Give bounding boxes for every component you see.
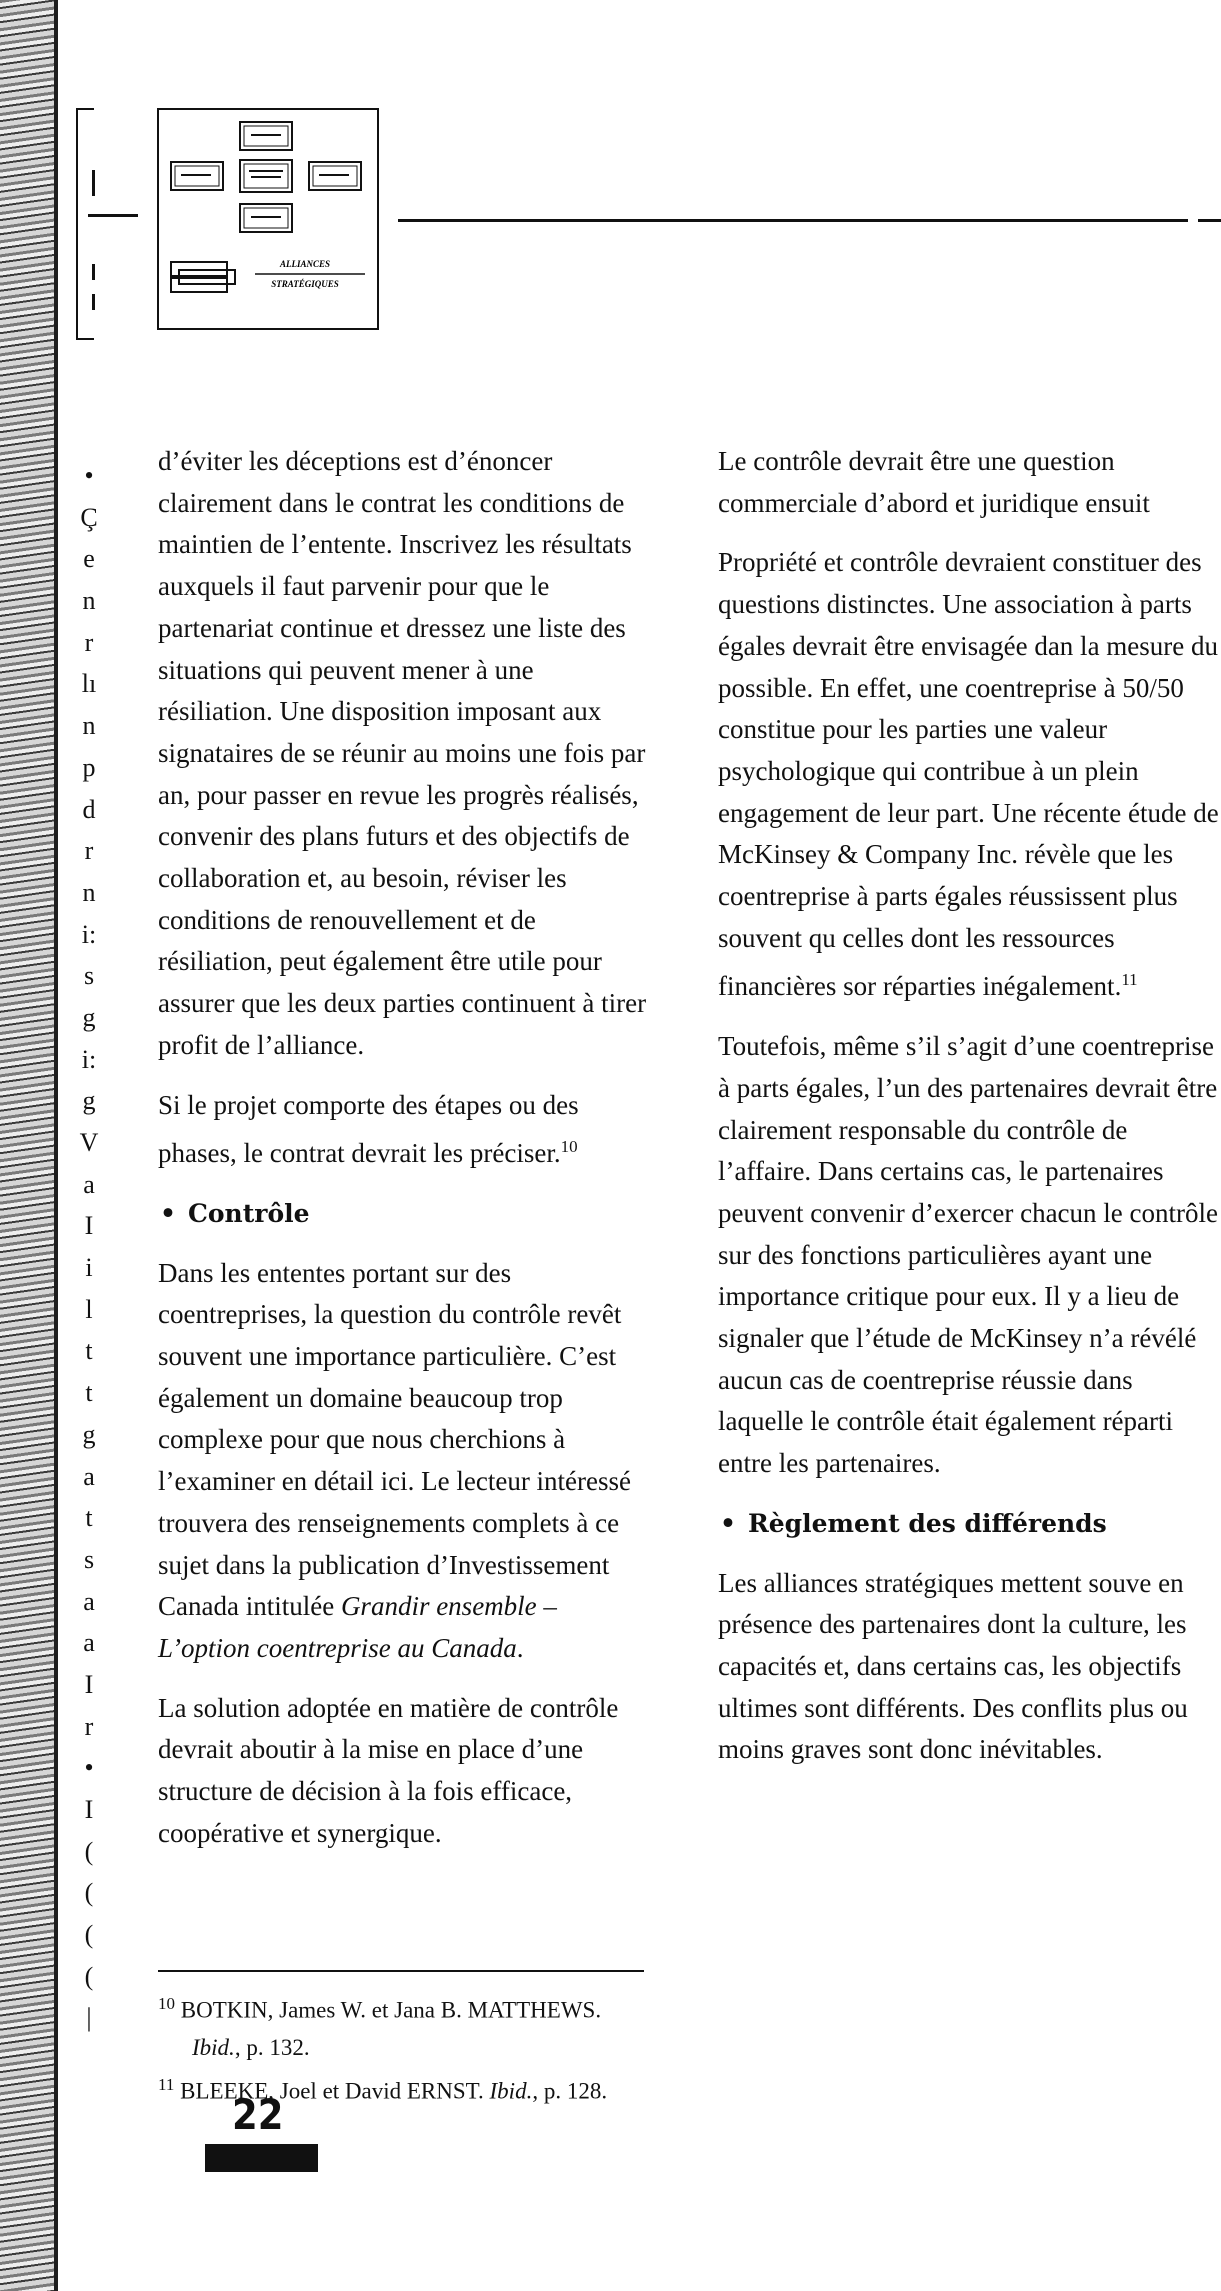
cut-off-glyph: a bbox=[83, 1586, 95, 1616]
paragraph bbox=[158, 1253, 648, 1670]
paragraph-text: Toutefois, même s’il s’agit d’une coentreprise à parts égales, l’un des partenaires devrait être clairement responsable du contrôle de l’affaire. Dans certains cas, le partenaires peuvent convenir d’exercer chacun le contrôle sur des fonctions particulières ayant une importance critique pour eux. Il y a lieu de signaler que l’étude de McKinsey n’a révélé aucun cas de coentreprise réussie dans laquelle le contrôle était également réparti entre les partenaires. bbox=[718, 1031, 1218, 1479]
cut-off-glyph: l bbox=[85, 1294, 93, 1324]
footnote-ref: 11 bbox=[1121, 970, 1138, 990]
cut-off-glyph: a bbox=[83, 1461, 95, 1491]
logo-text-line1: ALLIANCES bbox=[279, 259, 331, 269]
cut-off-glyph: ( bbox=[84, 1878, 94, 1908]
footnote-number: 10 bbox=[158, 1994, 175, 2013]
header-connector bbox=[88, 214, 138, 217]
paragraph-line: commerciale d’abord et juridique ensuit bbox=[718, 487, 1150, 518]
paragraph-line: Le contrôle devrait être une question bbox=[718, 446, 1115, 476]
footnote-number: 11 bbox=[158, 2074, 175, 2094]
cut-off-glyph: a bbox=[83, 1628, 95, 1658]
paragraph bbox=[718, 1026, 1221, 1485]
cut-off-glyph: I bbox=[84, 1669, 94, 1699]
cut-off-glyph: s bbox=[83, 1544, 95, 1574]
cut-off-glyph: n bbox=[82, 877, 96, 907]
bullet: • bbox=[160, 1198, 176, 1228]
chapter-logo bbox=[157, 108, 379, 330]
footnote-rule bbox=[158, 1970, 644, 1972]
binding-shadow bbox=[54, 0, 58, 2291]
section-heading-reglement bbox=[718, 1503, 1221, 1545]
cut-off-glyph: i bbox=[85, 1253, 93, 1283]
cut-off-glyph: t bbox=[85, 1503, 93, 1533]
publication-title: Grandir ensemble – L’option coentreprise au Canada bbox=[158, 1591, 557, 1663]
footnote bbox=[158, 1985, 658, 2029]
footnote-text: BLEEKE, Joel et David ERNST. bbox=[180, 2078, 484, 2104]
header-tick bbox=[92, 264, 95, 280]
heading-text: Contrôle bbox=[187, 1198, 310, 1228]
footnote-ref: 10 bbox=[560, 1137, 578, 1157]
page-number: 22 bbox=[232, 2090, 284, 2139]
footnote-page: , p. 132. bbox=[234, 2034, 310, 2060]
paragraph-text: d’éviter les déceptions est d’énoncer clairement dans le contrat les conditions de maintien de l’entente. Inscrivez les résultats auxquels il faut parvenir pour que le partenariat continue et dressez une liste des situations qui peuvent mener à une résiliation. Une disposition imposant aux signataires de se réunir au moins une fois par an, pour passer en revue les progrès réalisés, convenir des plans futurs et des objectifs de collaboration et, au besoin, réviser les conditions de renouvellement et de résiliation, peut également être utile pour assurer que les deux parties continuent à tirer profit de l’alliance. bbox=[158, 446, 647, 1060]
header-tick bbox=[92, 294, 95, 310]
cut-off-glyph: g bbox=[82, 1419, 96, 1449]
org-chart-icon bbox=[159, 110, 377, 328]
right-column bbox=[718, 441, 1221, 1789]
paragraph bbox=[158, 441, 648, 1067]
cut-off-glyph: e bbox=[83, 544, 95, 574]
heading-text: Règlement des différends bbox=[747, 1508, 1107, 1538]
footnote-continuation bbox=[158, 2029, 658, 2066]
cut-off-glyph: • bbox=[84, 1753, 94, 1783]
paragraph-end: . bbox=[516, 1632, 524, 1663]
cut-off-glyph: ( bbox=[84, 1836, 94, 1866]
cut-off-glyph: t bbox=[85, 1336, 93, 1366]
cut-off-text-column bbox=[74, 455, 104, 2039]
left-column bbox=[158, 441, 648, 1873]
cut-off-glyph: ( bbox=[84, 1920, 94, 1950]
paragraph bbox=[158, 1085, 648, 1175]
cut-off-glyph: I bbox=[84, 1211, 94, 1241]
cut-off-glyph: t bbox=[85, 1378, 93, 1408]
cut-off-glyph: • bbox=[84, 461, 94, 490]
cut-off-glyph: p bbox=[82, 752, 96, 782]
paragraph bbox=[158, 1688, 648, 1855]
cut-off-glyph: r bbox=[84, 627, 94, 657]
paragraph-text: Propriété et contrôle devraient constituer des questions distinctes. Une association à parts égales devrait être envisagée dan la mesure du possible. En effet, une coentreprise à 50/50 constitue pour les parties une valeur psychologique qui contribue à un plein engagement de leur part. Une récente étude de McKinsey & Company Inc. révèle que les coentreprise à parts égales réussissent plus souvent qu celles dont les ressources financières sor réparties inégalement. bbox=[718, 547, 1219, 1002]
section-heading-controle bbox=[158, 1193, 648, 1235]
paragraph-text: Dans les ententes portant sur des coentreprises, la question du contrôle revêt souvent une importance particulière. C’est également un domaine beaucoup trop complexe pour que nous cherchions à l’examiner en détail ici. Le lecteur intéressé trouvera des renseignements complets à ce sujet dans la publication d’Investissement Canada intitulée bbox=[158, 1257, 632, 1622]
footnote-page: , p. 128. bbox=[532, 2078, 608, 2104]
cut-off-glyph: lı bbox=[81, 669, 97, 699]
page-number-bar bbox=[205, 2144, 318, 2172]
header-rule bbox=[398, 219, 1188, 222]
cut-off-glyph: I bbox=[84, 1795, 94, 1824]
paragraph-text: Si le projet comporte des étapes ou des phases, le contrat devrait les préciser. bbox=[158, 1089, 579, 1169]
logo-text-line2: STRATÉGIQUES bbox=[271, 279, 339, 289]
cut-off-glyph: d bbox=[82, 794, 96, 824]
footnote-text: BOTKIN, James W. et Jana B. MATTHEWS. bbox=[180, 1997, 602, 2023]
binding-edge bbox=[0, 0, 58, 2291]
header-rule-end bbox=[1198, 219, 1221, 222]
cut-off-glyph: Ç bbox=[80, 502, 98, 532]
header-tick bbox=[92, 170, 95, 196]
cut-off-glyph: n bbox=[82, 586, 96, 616]
cut-off-glyph: ( bbox=[84, 1961, 94, 1991]
cut-off-glyph: a bbox=[83, 1169, 95, 1199]
paragraph-text: Les alliances stratégiques mettent souve en présence des partenaires dont la culture, les capacités et, dans certains cas, les objectifs ultimes sont différents. Des conflits plus ou moins graves sont donc inévitables. bbox=[718, 1567, 1188, 1765]
cut-off-glyph: g bbox=[82, 1086, 96, 1116]
cut-off-glyph: s bbox=[83, 961, 95, 991]
paragraph-text: La solution adoptée en matière de contrôle devrait aboutir à la mise en place d’une structure de décision à la fois efficace, coopérative et synergique. bbox=[158, 1692, 619, 1848]
footnote-ibid: Ibid. bbox=[489, 2078, 533, 2104]
paragraph bbox=[718, 441, 1221, 524]
cut-off-glyph: g bbox=[82, 1002, 96, 1032]
cut-off-glyph: V bbox=[79, 1128, 99, 1157]
cut-off-glyph: r bbox=[84, 1711, 94, 1741]
cut-off-glyph: i: bbox=[81, 919, 97, 949]
paragraph bbox=[718, 1563, 1221, 1772]
footnote-ibid: Ibid. bbox=[192, 2034, 235, 2060]
cut-off-glyph: i: bbox=[81, 1044, 97, 1074]
cut-off-glyph: n bbox=[82, 711, 96, 741]
cut-off-glyph: | bbox=[86, 2003, 92, 2033]
cut-off-glyph: r bbox=[84, 836, 94, 866]
paragraph bbox=[718, 542, 1221, 1008]
bullet: • bbox=[720, 1508, 736, 1538]
